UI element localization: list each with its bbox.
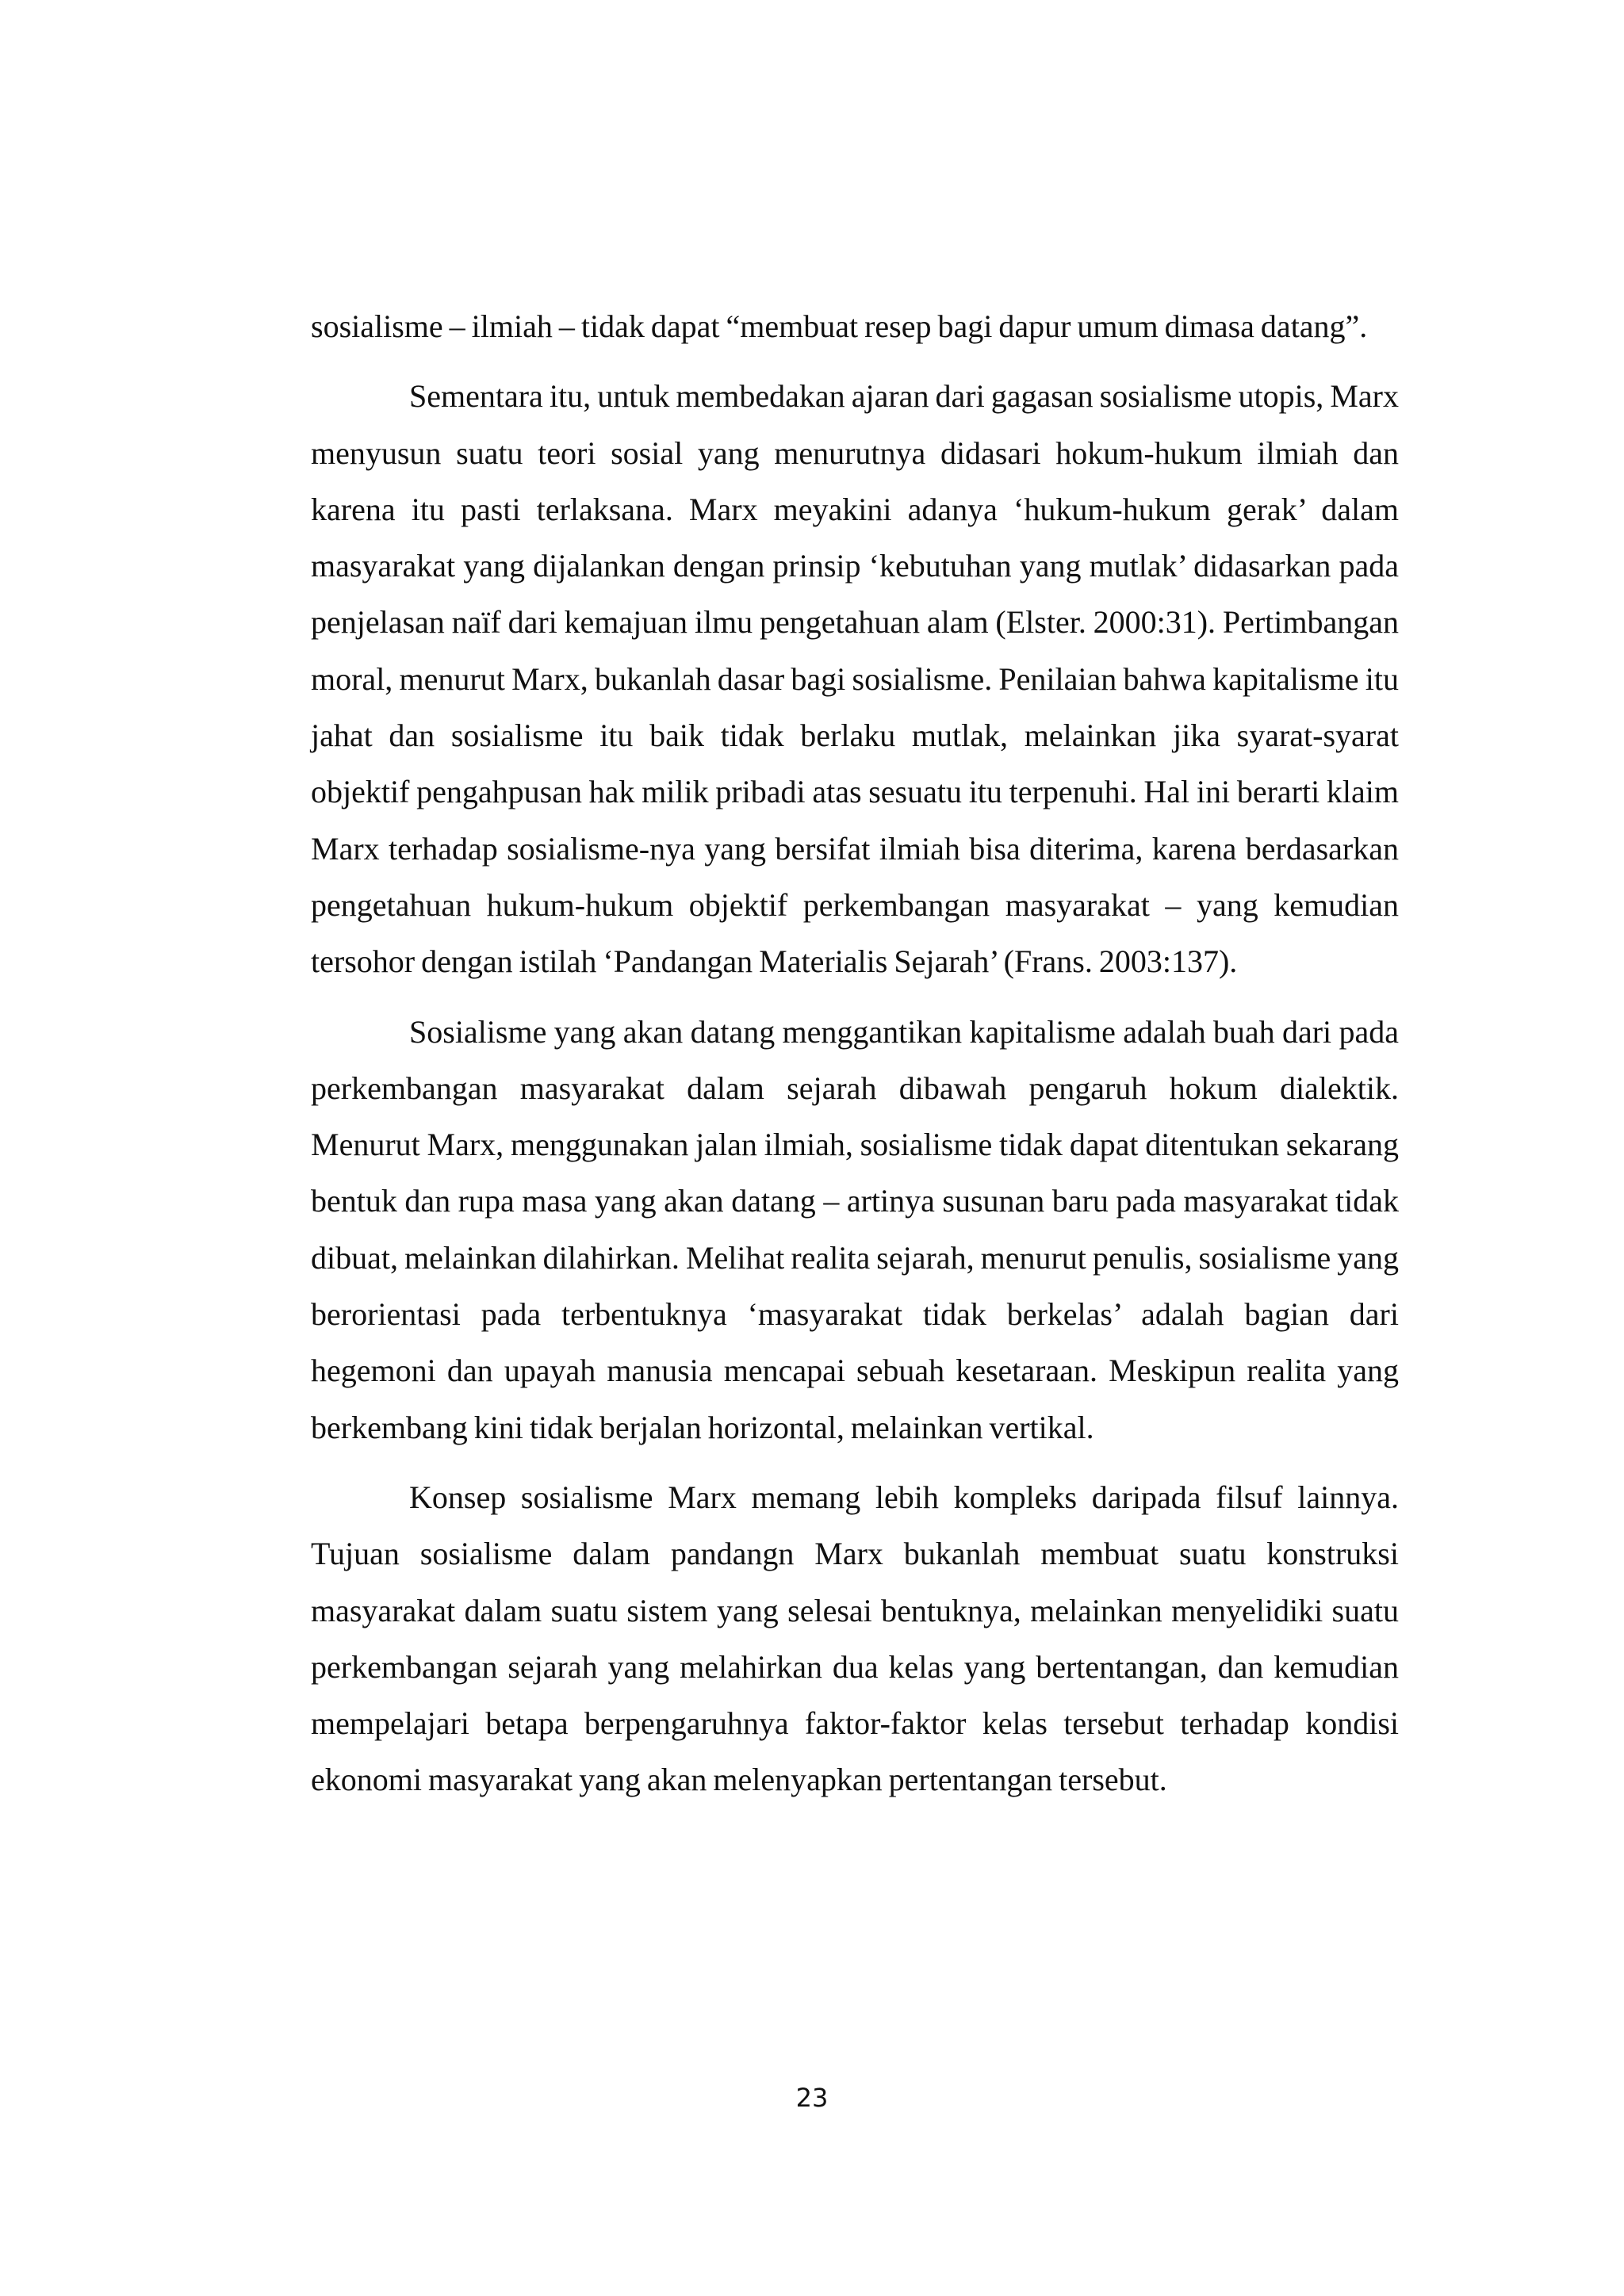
paragraph-marx-socialism-concept: Konsep sosialisme Marx memang lebih kompleks daripada filsuf lainnya. Tujuan sosialisme dalam pandangn Marx bukanlah membuat suatu konstruksi masyarakat dalam suatu sistem yang selesai bentuknya, melainkan menyelidiki suatu perkembangan sejarah yang melahirkan dua kelas yang bertentangan, dan kemudian mempelajari betapa berpengaruhnya faktor-faktor kelas tersebut terhadap kondisi ekonomi masyarakat yang akan melenyapkan pertentangan tersebut. — [311, 1479, 1399, 1798]
body-text — [311, 298, 1399, 1808]
paragraph-continuation: sosialisme – ilmiah – tidak dapat “membuat resep bagi dapur umum dimasa datang”. — [311, 308, 1368, 344]
page-number: 23 — [795, 2083, 829, 2113]
paragraph-marx-scientific-theory: Sementara itu, untuk membedakan ajaran dari gagasan sosialisme utopis, Marx menyusun suatu teori sosial yang menurutnya didasari hokum-hukum ilmiah dan karena itu pasti terlaksana. Marx meyakini adanya ‘hukum-hukum gerak’ dalam masyarakat yang dijalankan dengan prinsip ‘kebutuhan yang mutlak’ didasarkan pada penjelasan naïf dari kemajuan ilmu pengetahuan alam (Elster. 2000:31). Pertimbangan moral, menurut Marx, bukanlah dasar bagi sosialisme. Penilaian bahwa kapitalisme itu jahat dan sosialisme itu baik tidak berlaku mutlak, melainkan jika syarat-syarat objektif pengahpusan hak milik pribadi atas sesuatu itu terpenuhi. Hal ini berarti klaim Marx terhadap sosialisme-nya yang bersifat ilmiah bisa diterima, karena berdasarkan pengetahuan hukum-hukum objektif perkembangan masyarakat – yang kemudian tersohor dengan istilah ‘Pandangan Materialis Sejarah’ (Frans. 2003:137). — [311, 378, 1399, 980]
paragraph-socialism-replacing-capitalism: Sosialisme yang akan datang menggantikan kapitalisme adalah buah dari pada perkembangan masyarakat dalam sejarah dibawah pengaruh hokum dialektik. Menurut Marx, menggunakan jalan ilmiah, sosialisme tidak dapat ditentukan sekarang bentuk dan rupa masa yang akan datang – artinya susunan baru pada masyarakat tidak dibuat, melainkan dilahirkan. Melihat realita sejarah, menurut penulis, sosialisme yang berorientasi pada terbentuknya ‘masyarakat tidak berkelas’ adalah bagian dari hegemoni dan upayah manusia mencapai sebuah kesetaraan. Meskipun realita yang berkembang kini tidak berjalan horizontal, melainkan vertikal. — [311, 1013, 1399, 1445]
